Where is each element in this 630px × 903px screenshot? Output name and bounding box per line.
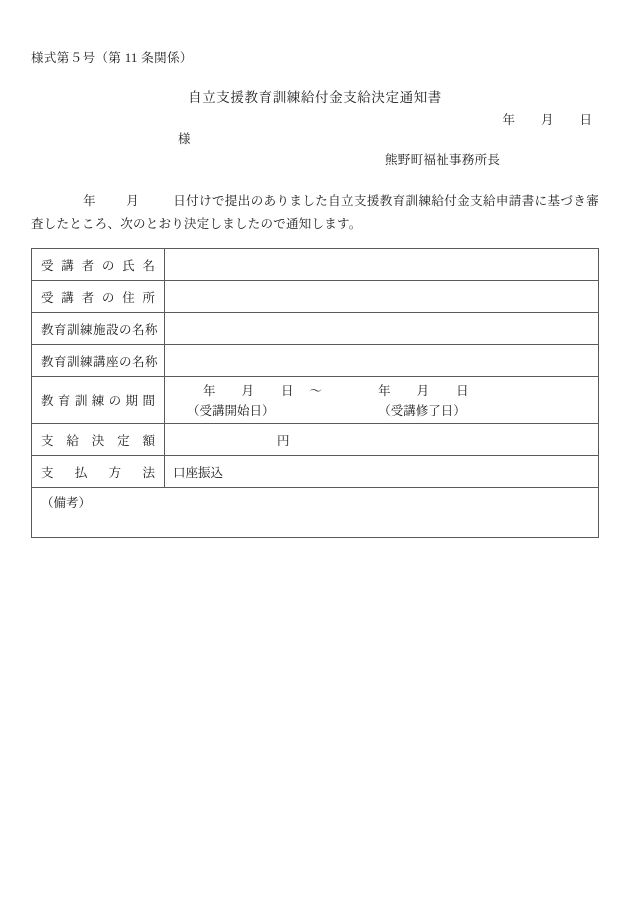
period-end-month: 月 (416, 384, 430, 398)
period-start-note: （受講開始日） (187, 404, 275, 418)
period-end-day: 日 (456, 384, 469, 398)
row-label-decided-amount-text: 支 給 決 定 額 (41, 433, 155, 448)
table-row (32, 377, 599, 424)
table-row (32, 488, 599, 538)
amount-currency-unit: 円 (277, 433, 290, 448)
row-label-training-period (32, 377, 165, 424)
row-label-recipient-name (32, 249, 165, 281)
row-value-decided-amount[interactable] (165, 424, 599, 456)
period-end-year: 年 (378, 384, 391, 398)
application-date-year: 年 (83, 194, 97, 208)
row-label-payment-method-text: 支 払 方 法 (41, 465, 155, 480)
row-label-course-name (32, 345, 165, 377)
row-label-course-name-text: 教育訓練講座の名称 (41, 354, 159, 369)
period-end-note: （受講修了日） (384, 404, 466, 418)
row-value-training-period[interactable] (165, 377, 599, 424)
period-start-month: 月 (241, 384, 255, 398)
training-period-notes (165, 401, 598, 419)
period-range-tilde: ～ (309, 384, 323, 398)
issue-date-day: 日 (579, 113, 592, 127)
row-label-facility-name-text: 教育訓練施設の名称 (41, 322, 159, 337)
row-value-payment-method[interactable]: 口座振込 (165, 456, 599, 488)
table-row (32, 313, 599, 345)
table-row (32, 456, 599, 488)
row-label-remarks-text: （備考） (41, 496, 92, 510)
row-label-recipient-address (32, 281, 165, 313)
table-row (32, 424, 599, 456)
period-start-day: 日 (281, 384, 294, 398)
body-line-1: 日付けで提出のありました自立支援教育訓練給付金支給申請書に基づき審査したところ、 (31, 194, 599, 232)
page-title: 自立支援教育訓練給付金支給決定通知書 (188, 90, 442, 105)
table-row (32, 249, 599, 281)
form-number: 様式第５号（第 11 条関係） (31, 51, 193, 65)
period-start-year: 年 (203, 384, 216, 398)
row-value-course-name[interactable] (165, 345, 599, 377)
body-paragraph (31, 190, 599, 236)
issue-date-month: 月 (540, 113, 554, 127)
row-label-facility-name (32, 313, 165, 345)
application-date-month: 月 (126, 194, 140, 208)
table-row (32, 281, 599, 313)
issue-date-year: 年 (502, 113, 515, 127)
row-value-recipient-address[interactable] (165, 281, 599, 313)
row-value-facility-name[interactable] (165, 313, 599, 345)
addressee-honorific: 様 (178, 132, 191, 146)
row-label-payment-method (32, 456, 165, 488)
row-label-decided-amount (32, 424, 165, 456)
issue-date-line (502, 110, 592, 128)
row-value-recipient-name[interactable] (165, 249, 599, 281)
row-label-recipient-name-text: 受 講 者 の 氏 名 (41, 258, 155, 273)
row-label-recipient-address-text: 受 講 者 の 住 所 (41, 290, 155, 305)
body-line-2: 次のとおり決定しましたので通知します。 (120, 217, 362, 232)
training-period-dates (165, 381, 598, 399)
table-row (32, 345, 599, 377)
row-remarks[interactable] (32, 488, 599, 538)
row-label-training-period-text: 教 育 訓 練 の 期 間 (41, 394, 155, 408)
decision-details-table (31, 248, 599, 538)
issuer-name: 熊野町福祉事務所長 (385, 153, 501, 167)
